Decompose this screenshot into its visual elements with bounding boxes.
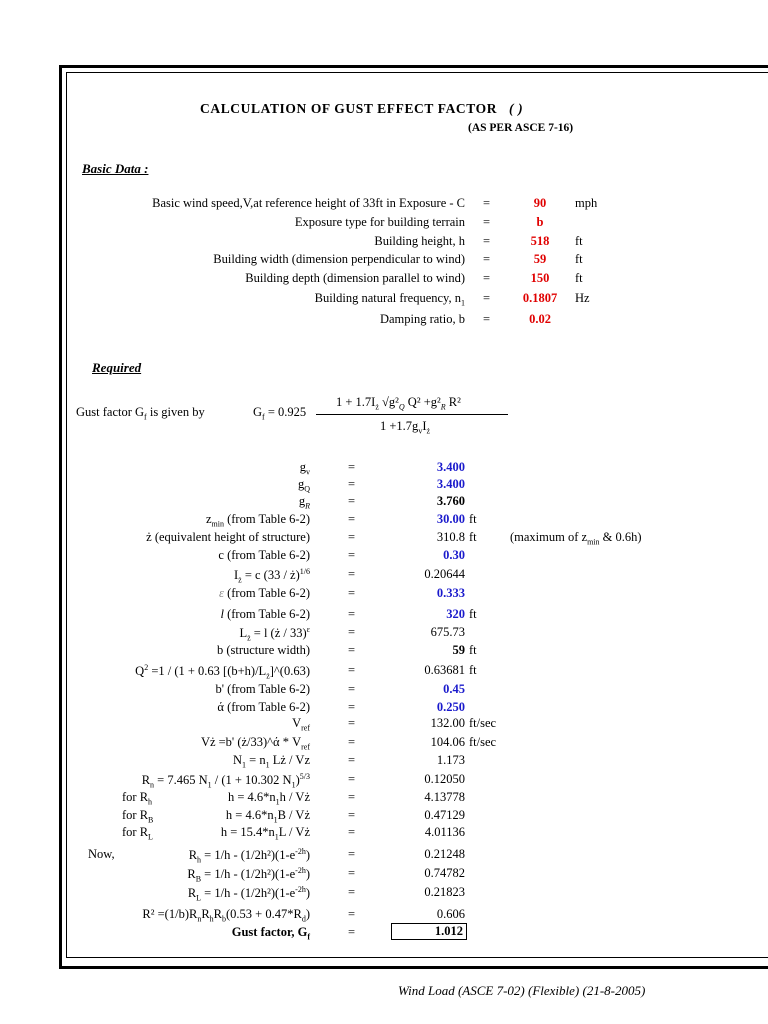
calc-eq: = [348, 866, 356, 880]
basic-row-eq: = [483, 196, 491, 210]
calc-label: ά (from Table 6-2) [217, 700, 310, 714]
basic-row-value: 90 [533, 196, 547, 210]
calc-eq: = [348, 772, 356, 786]
calc-label: $R_h = 1/h - (1/2h^2)(1-e^{-2h})$ [188, 847, 310, 865]
calc-label: $R_n = 7.465$ $N_1 / (1 + 10.302$ $N_1)^{5/3}$ [141, 772, 310, 790]
calc-label: ż (equivalent height of structure) [146, 530, 310, 544]
calc-eq: = [348, 494, 356, 508]
calc-formula: $h = 15.4*n_1L$ / Vż [220, 825, 310, 842]
now-label: Now, [88, 847, 115, 861]
calc-value: 104.06 [430, 735, 465, 749]
basic-row-eq: = [483, 271, 491, 285]
calc-eq: = [348, 512, 356, 526]
calc-value: 1.173 [436, 753, 465, 767]
calc-value: 0.12050 [424, 772, 465, 786]
basic-row-value: 0.02 [529, 312, 551, 326]
calc-formula: $h = 4.6*n_1h$ / Vż [227, 790, 310, 807]
calc-label: $g_Q$ [297, 477, 310, 494]
basic-row-unit: Hz [575, 291, 590, 305]
calc-label: $I_ż = c$ (33 / ż)$^{1/6}$ [233, 567, 310, 585]
calc-label: for $R_B$ [122, 808, 154, 825]
calc-label: l (from Table 6-2) [220, 607, 310, 621]
basic-row-label: Basic wind speed,V,at reference height of 33ft in Exposure - C [152, 196, 465, 210]
calc-label: $g_v$ [299, 460, 310, 477]
basic-row-label: Building width (dimension perpendicular to wind) [213, 252, 465, 266]
basic-row-label: Exposure type for building terrain [294, 215, 465, 229]
calc-value: 132.00 [430, 716, 465, 730]
calc-label: for $R_L$ [122, 825, 153, 842]
calc-unit: ft [469, 643, 477, 657]
calc-value: 320 [446, 607, 465, 621]
calc-label: b (structure width) [216, 643, 310, 657]
formula-denominator: $1 +1.7g_vI_ż$ [380, 419, 431, 436]
calc-eq: = [348, 847, 356, 861]
basic-row-eq: = [483, 252, 491, 266]
basic-row-label: Building height, h [374, 234, 465, 248]
calc-eq: = [348, 682, 356, 696]
page-subtitle: (AS PER ASCE 7-16) [468, 122, 574, 134]
formula-lhs: $G_f = 0.925$ [253, 405, 307, 422]
basic-row-eq: = [483, 312, 491, 326]
calc-eq: = [348, 548, 356, 562]
calc-label: c (from Table 6-2) [218, 548, 310, 562]
calc-value: 3.760 [436, 494, 465, 508]
basic-row-value: 0.1807 [522, 291, 558, 305]
calc-label: $g_R$ [298, 494, 310, 511]
calc-unit: ft [469, 607, 477, 621]
calc-eq: = [348, 700, 356, 714]
calc-eq: = [348, 663, 356, 677]
calc-value: 30.00 [436, 512, 465, 526]
calc-eq: = [348, 907, 356, 921]
calc-unit: ft/sec [469, 716, 497, 730]
calc-value: 59 [452, 643, 465, 657]
basic-row-value: b [536, 215, 544, 229]
calc-eq: = [348, 643, 356, 657]
basic-row-unit: ft [575, 252, 583, 266]
footer-text: Wind Load (ASCE 7-02) (Flexible) (21-8-2005) [398, 983, 646, 998]
calc-value: 0.333 [436, 586, 465, 600]
calc-value: 0.63681 [424, 663, 465, 677]
calc-label: $R^2 =(1/b)R_nR_hR_b(0.53 + 0.47*R_d)$ [142, 907, 310, 924]
calc-label: for $R_h$ [122, 790, 153, 807]
calc-label: ε (from Table 6-2) [219, 586, 310, 600]
basic-row-unit: ft [575, 271, 583, 285]
calc-unit: ft [469, 530, 477, 544]
calc-eq: = [348, 735, 356, 749]
calc-label: $V_{ref}$ [292, 716, 310, 733]
calc-eq: = [348, 586, 356, 600]
calc-value: 4.01136 [424, 825, 465, 839]
calc-eq: = [348, 607, 356, 621]
calc-value: 0.21248 [424, 847, 465, 861]
calc-value: 310.8 [436, 530, 465, 544]
calc-eq: = [348, 460, 356, 474]
calc-eq: = [348, 625, 356, 639]
calc-value: 3.400 [436, 477, 465, 491]
calc-eq: = [348, 716, 356, 730]
calc-label: $R_B = 1/h - (1/2h^2)(1-e^{-2h})$ [187, 866, 310, 884]
calc-unit: ft [469, 512, 477, 526]
calc-value: 0.606 [436, 907, 465, 921]
calc-label: b' (from Table 6-2) [215, 682, 310, 696]
formula-numerator: $1 + 1.7I_ż$ $√g^2_Q$ $Q^2 +g^2_R$ R² [336, 395, 461, 412]
calc-value: 3.400 [436, 460, 465, 474]
calc-eq: = [348, 477, 356, 491]
calc-eq: = [348, 808, 356, 822]
calc-label: $z_{min}$ (from Table 6-2) [205, 512, 310, 529]
basic-row-value: 518 [530, 234, 550, 248]
calc-note: (maximum of $z_{min}$ & 0.6h) [510, 530, 642, 547]
calc-eq: = [348, 567, 356, 581]
calc-label: $N_1 = n_1$ Lż / Vz [233, 753, 310, 770]
basic-row-label: Building natural frequency, $n_1$ [314, 291, 465, 308]
calc-value: 0.30 [443, 548, 465, 562]
calc-label: Vż =b' (ż/33)^ά * $V_{ref}$ [200, 735, 310, 752]
basic-data-heading: Basic Data : [82, 161, 149, 176]
basic-row-eq: = [483, 215, 491, 229]
calc-label: $Q^2 =1 / (1 + 0.63$ $[(b+h)/L_ż]\^{}(0.63)$ [135, 663, 310, 681]
fraction-line [316, 414, 508, 415]
calc-value: 0.21823 [424, 885, 465, 899]
calc-value: 675.73 [430, 625, 465, 639]
calc-eq: = [348, 790, 356, 804]
calc-label: $L_ż = l$ (ż / 33)$^\varepsilon$ [239, 625, 310, 643]
page-title: CALCULATION OF GUST EFFECT FACTOR ( ) [200, 101, 524, 116]
calc-value: 0.47129 [424, 808, 465, 822]
calc-unit: ft/sec [469, 735, 497, 749]
calc-eq: = [348, 925, 356, 939]
basic-row-unit: ft [575, 234, 583, 248]
calc-unit: ft [469, 663, 477, 677]
calc-eq: = [348, 825, 356, 839]
gust-factor-result: 1.012 [391, 923, 467, 940]
gust-intro: Gust factor $G_f$ is given by [76, 405, 205, 422]
required-heading: Required [92, 360, 142, 375]
calc-formula: $h = 4.6*n_1B$ / Vż [225, 808, 310, 825]
basic-row-eq: = [483, 234, 491, 248]
calc-value: 0.45 [443, 682, 465, 696]
calc-value: 0.74782 [424, 866, 465, 880]
calc-eq: = [348, 753, 356, 767]
basic-row-value: 59 [533, 252, 547, 266]
calc-value: 0.20644 [424, 567, 465, 581]
basic-row-eq: = [483, 291, 491, 305]
basic-row-label: Damping ratio, b [379, 312, 465, 326]
basic-row-value: 150 [530, 271, 550, 285]
calc-value: 4.13778 [424, 790, 465, 804]
basic-row-label: Building depth (dimension parallel to wind) [245, 271, 465, 285]
calc-eq: = [348, 885, 356, 899]
calc-value: 0.250 [436, 700, 465, 714]
calc-label: $R_L = 1/h - (1/2h^2)(1-e^{-2h})$ [187, 885, 310, 903]
gust-factor-label: Gust factor, $G_f$ [231, 925, 310, 942]
basic-row-unit: mph [575, 196, 598, 210]
calc-eq: = [348, 530, 356, 544]
